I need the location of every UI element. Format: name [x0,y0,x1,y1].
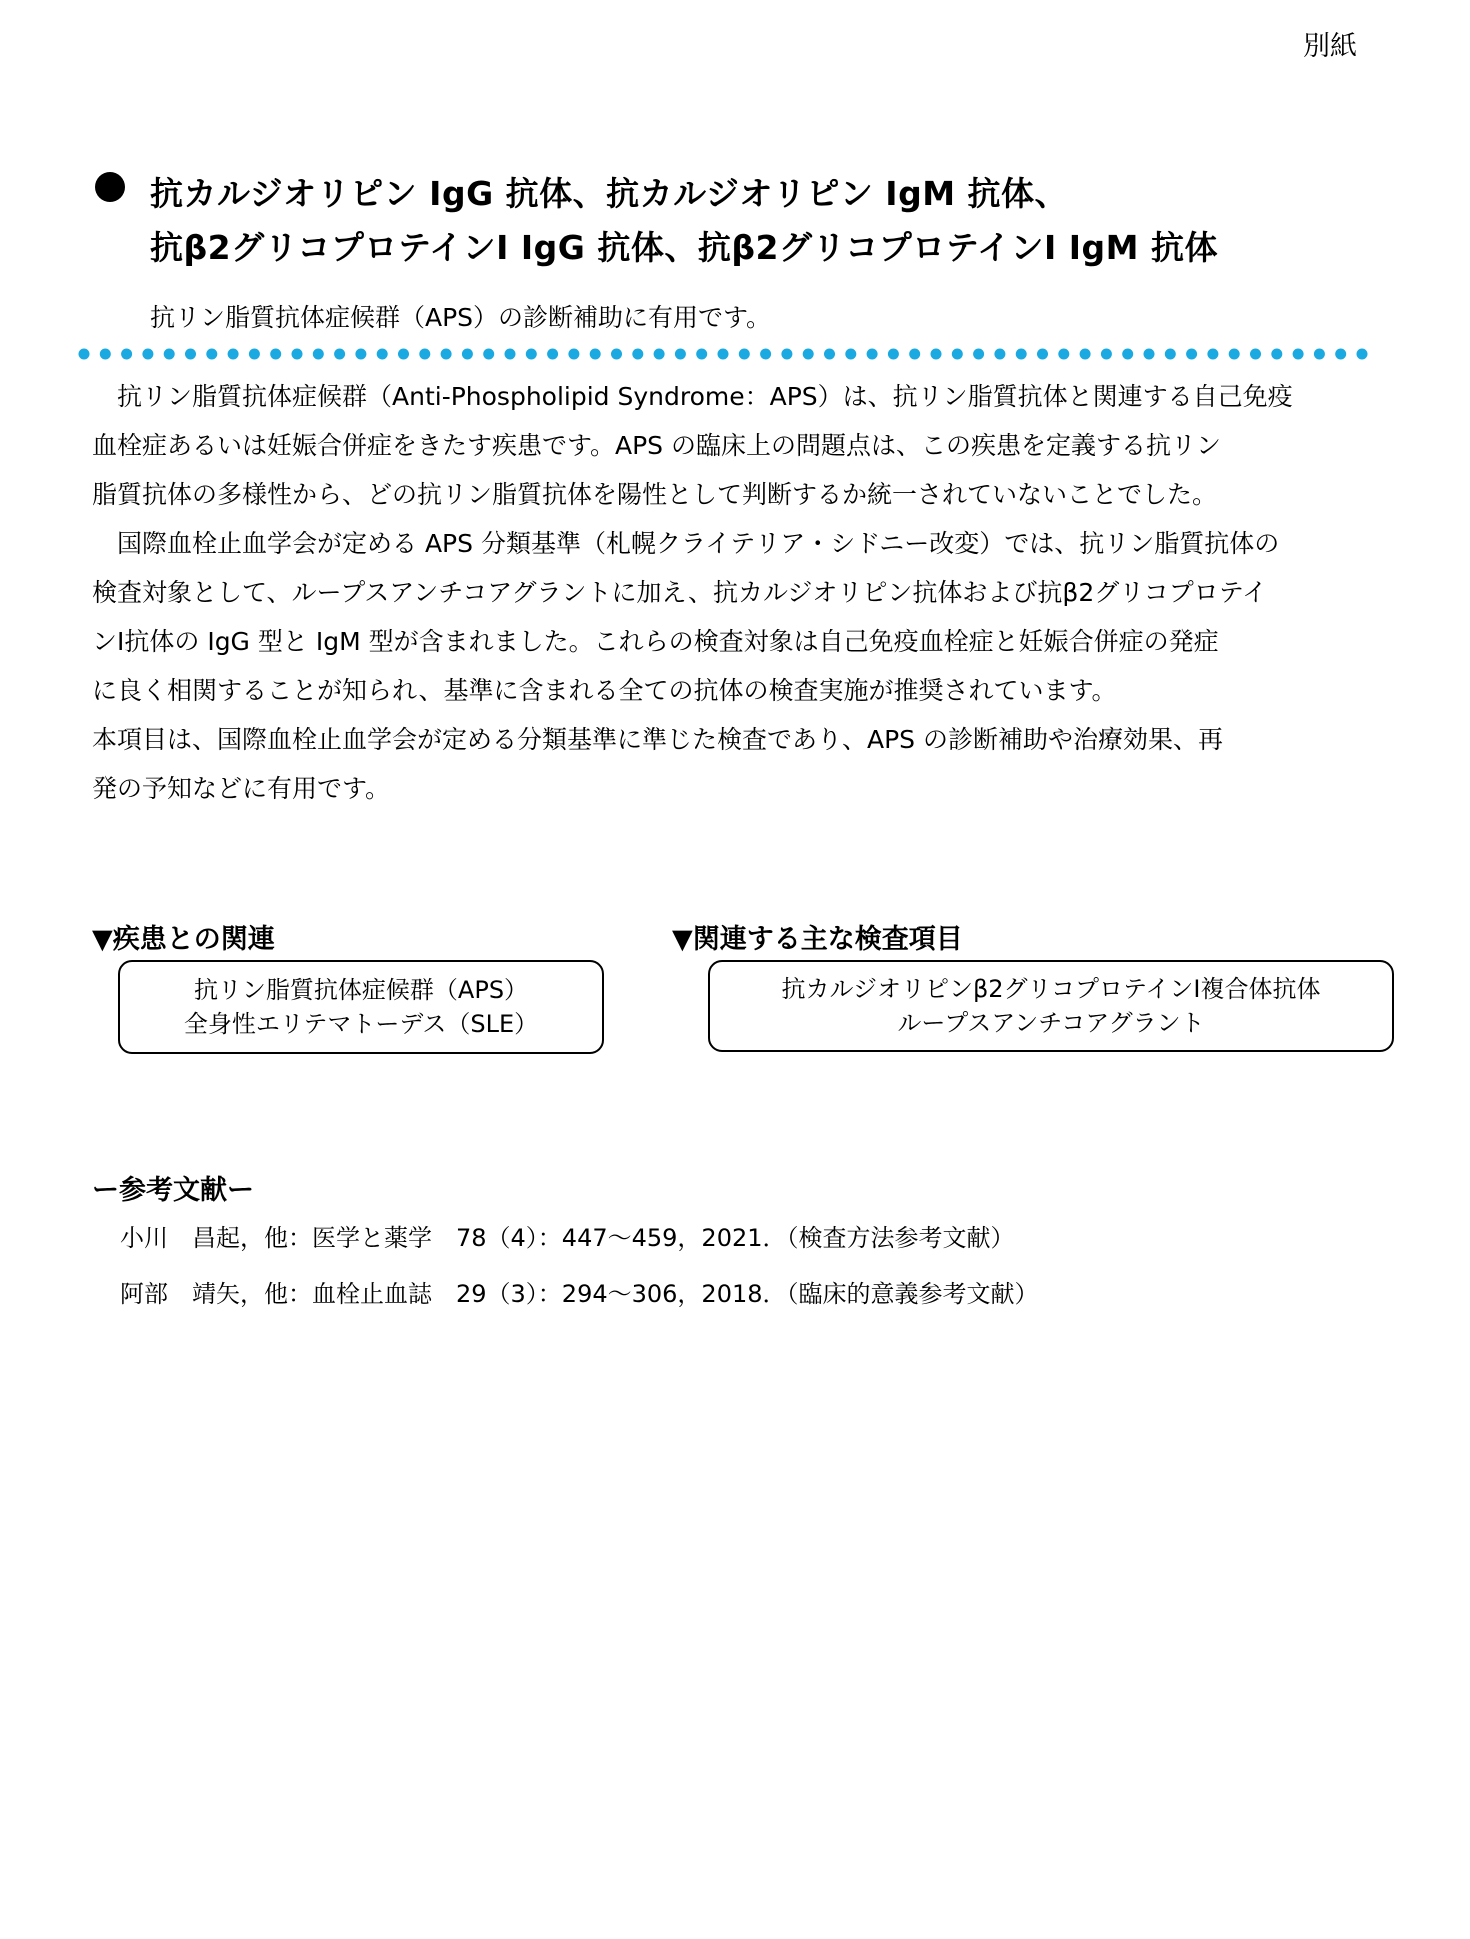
divider-dot [909,349,920,360]
divider-dot [228,349,239,360]
divider-dot [398,349,409,360]
divider-dot [1144,349,1155,360]
description-body [92,372,1392,813]
disease-item: 全身性エリテマトーデス（SLE） [183,1010,539,1038]
divider-dot [419,349,430,360]
divider-dot [888,349,899,360]
bullet-icon [95,172,125,202]
dotted-divider [78,347,1368,361]
related-tests-heading: ▼関連する主な検査項目 [672,924,963,955]
body-line: 国際血栓止血学会が定める APS 分類基準（札幌クライテリア・シドニー改変）では、抗リン脂質抗体の [92,529,1280,558]
divider-dot [121,349,132,360]
divider-dot [1016,349,1027,360]
title-line-2: 抗β2グリコプロテインⅠ IgG 抗体、抗β2グリコプロテインⅠ IgM 抗体 [150,228,1218,267]
divider-dot [632,349,643,360]
divider-dot [1037,349,1048,360]
divider-dot [760,349,771,360]
divider-dot [1165,349,1176,360]
divider-dot [867,349,878,360]
divider-dot [1101,349,1112,360]
divider-dot [781,349,792,360]
divider-dot [377,349,388,360]
divider-dot [1314,349,1325,360]
related-test-item: 抗カルジオリピンβ2グリコプロテインⅠ複合体抗体 [781,975,1321,1003]
divider-dot [1058,349,1069,360]
body-line: に良く相関することが知られ、基準に含まれる全ての抗体の検査実施が推奨されています。 [92,676,1117,705]
divider-dot [292,349,303,360]
body-line: 検査対象として、ループスアンチコアグラントに加え、抗カルジオリピン抗体および抗β2グリコプロテイ [92,578,1267,607]
divider-dot [675,349,686,360]
body-line: ンⅠ抗体の IgG 型と IgM 型が含まれました。これらの検査対象は自己免疫血栓症と妊娠合併症の発症 [92,627,1219,656]
divider-dot [526,349,537,360]
divider-dot [100,349,111,360]
divider-dot [1335,349,1346,360]
divider-dot [973,349,984,360]
references-heading: ー参考文献ー [92,1175,254,1206]
divider-dot [952,349,963,360]
divider-dot [206,349,217,360]
divider-dot [994,349,1005,360]
divider-dot [185,349,196,360]
divider-dot [1271,349,1282,360]
divider-dot [845,349,856,360]
divider-dot [313,349,324,360]
divider-dot [590,349,601,360]
divider-dot [547,349,558,360]
divider-dot [718,349,729,360]
body-line: 抗リン脂質抗体症候群（Anti-Phospholipid Syndrome：APS）は、抗リン脂質抗体と関連する自己免疫 [92,382,1293,411]
divider-dot [270,349,281,360]
divider-dot [462,349,473,360]
divider-dot [505,349,516,360]
disease-box [118,960,604,1054]
divider-dot [611,349,622,360]
divider-dot [79,349,90,360]
divider-dot [164,349,175,360]
divider-dot [355,349,366,360]
body-line: 血栓症あるいは妊娠合併症をきたす疾患です。APS の臨床上の問題点は、この疾患を定義する抗リン [92,431,1221,460]
disease-section-heading: ▼疾患との関連 [92,924,275,955]
divider-dot [824,349,835,360]
disease-item: 抗リン脂質抗体症候群（APS） [193,976,529,1004]
divider-dot [931,349,942,360]
divider-dot [654,349,665,360]
divider-dot [1080,349,1091,360]
related-test-item: ループスアンチコアグラント [897,1009,1205,1037]
body-line: 発の予知などに有用です。 [92,774,391,803]
reference-item: 小川 昌起，他：医学と薬学 78（4）：447～459，2021．（検査方法参考文献） [120,1224,1015,1252]
subtitle: 抗リン脂質抗体症候群（APS）の診断補助に有用です。 [150,303,772,332]
body-line: 本項目は、国際血栓止血学会が定める分類基準に準じた検査であり、APS の診断補助や治療効果、再 [92,725,1223,754]
divider-dot [1207,349,1218,360]
divider-dot [142,349,153,360]
divider-dot [1357,349,1368,360]
divider-dot [441,349,452,360]
divider-dot [1250,349,1261,360]
divider-dot [696,349,707,360]
divider-dot [1186,349,1197,360]
attachment-label: 別紙 [1303,31,1357,62]
divider-dot [249,349,260,360]
divider-dot [1293,349,1304,360]
divider-dot [483,349,494,360]
related-tests-box [708,960,1394,1052]
divider-dot [739,349,750,360]
title-line-1: 抗カルジオリピン IgG 抗体、抗カルジオリピン IgM 抗体、 [150,174,1069,213]
reference-item: 阿部 靖矢，他：血栓止血誌 29（3）：294～306，2018．（臨床的意義参考文献） [120,1280,1039,1308]
body-line: 脂質抗体の多様性から、どの抗リン脂質抗体を陽性として判断するか統一されていないことでした。 [92,480,1218,509]
divider-dot [334,349,345,360]
divider-dot [1229,349,1240,360]
divider-dot [803,349,814,360]
divider-dot [568,349,579,360]
divider-dot [1122,349,1133,360]
